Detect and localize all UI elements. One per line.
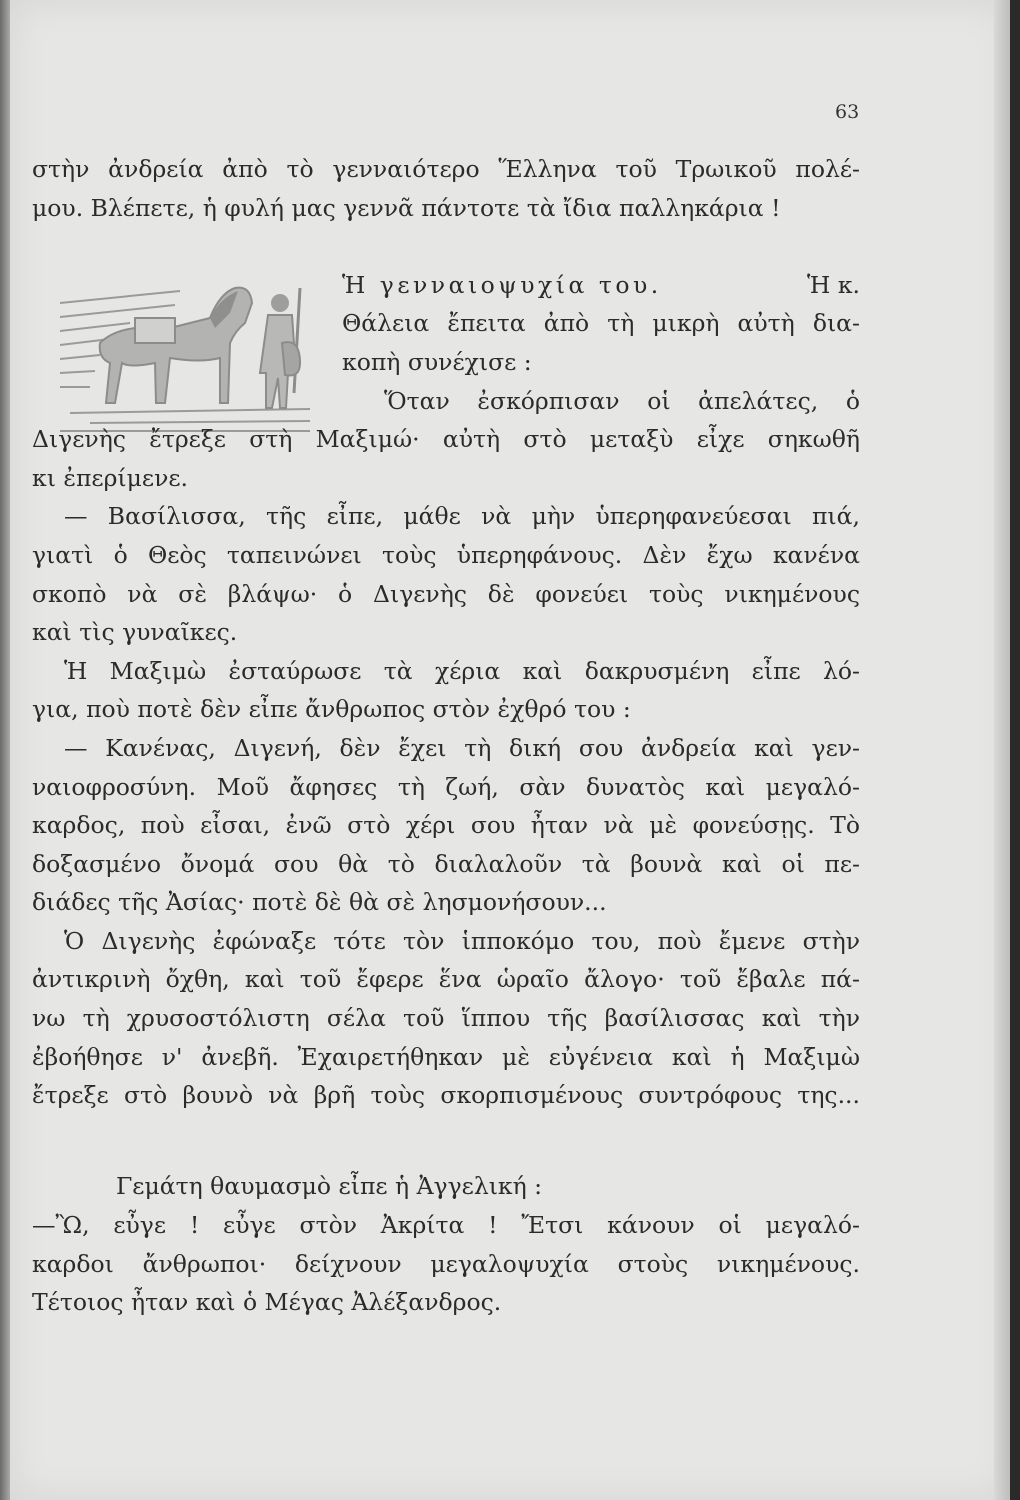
text-line: καρδος, ποὺ εἶσαι, ἐνῶ στὸ χέρι σου ἦταν νὰ μὲ φονεύσῃς. Τὸ — [32, 811, 860, 840]
text-line: ναιοφροσύνη. Μοῦ ἄφησες τὴ ζωή, σὰν δυνατὸς καὶ μεγαλό- — [32, 772, 860, 801]
text-line: Ὁ Διγενὴς ἐφώναξε τότε τὸν ἱπποκόμο του, ποὺ ἔμενε στὴν — [64, 926, 860, 955]
text-line: κοπὴ συνέχισε : — [342, 347, 532, 376]
spacer — [32, 1115, 860, 1154]
section-heading-title: Ἡ γενναιοψυχία του. — [342, 270, 662, 299]
text-line: Θάλεια ἔπειτα ἀπὸ τὴ μικρὴ αὐτὴ δια- — [342, 309, 860, 338]
text-line: κι ἐπερίμενε. — [32, 463, 189, 492]
text-line: μου. Βλέπετε, ἡ φυλή μας γεννᾶ πάντοτε τὰ ἴδια παλληκάρια ! — [32, 193, 781, 222]
text-line: σκοπὸ νὰ σὲ βλάψω· ὁ Διγενὴς δὲ φονεύει τοὺς νικημένους — [32, 579, 860, 608]
text-line: στὴν ἀνδρεία ἀπὸ τὸ γενναιότερο Ἕλληνα τοῦ Τρωικοῦ πολέ- — [32, 155, 860, 183]
text-line: διάδες τῆς Ἀσίας· ποτὲ δὲ θὰ σὲ λησμονήσουν... — [32, 888, 607, 917]
text-line: ἐβοήθησε ν' ἀνεβῆ. Ἐχαιρετήθηκαν μὲ εὐγένεια καὶ ἡ Μαξιμὼ — [32, 1042, 860, 1071]
text-line: καὶ τὶς γυναῖκες. — [32, 618, 238, 647]
text-line: Διγενὴς ἔτρεξε στὴ Μαξιμώ· αὐτὴ στὸ μεταξὺ εἶχε σηκωθῆ — [32, 425, 860, 454]
spacer — [32, 227, 860, 266]
book-page — [10, 0, 1010, 1500]
text-line: Ἡ Μαξιμὼ ἐσταύρωσε τὰ χέρια καὶ δακρυσμένη εἶπε λό- — [64, 656, 860, 685]
text-line: ἔτρεξε στὸ βουνὸ νὰ βρῆ τοὺς σκορπισμένους συντρόφους της... — [32, 1081, 860, 1110]
text-line: νω τὴ χρυσοστόλιστη σέλα τοῦ ἵππου τῆς βασίλισσας καὶ τὴν — [32, 1004, 860, 1033]
page-number: 63 — [835, 101, 860, 123]
text-line: — Κανένας, Διγενή, δὲν ἔχει τὴ δική σου ἀνδρεία καὶ γεν- — [64, 733, 860, 762]
text-line: καρδοι ἄνθρωποι· δείχνουν μεγαλοψυχία στοὺς νικημένους. — [32, 1249, 860, 1278]
section-heading-continuation: Ἡ κ. — [807, 270, 860, 299]
section-heading — [32, 266, 860, 305]
body-text — [32, 150, 860, 1322]
text-line: γιατὶ ὁ Θεὸς ταπεινώνει τοὺς ὑπερηφάνους. Δὲν ἔχω κανένα — [32, 540, 860, 569]
text-line: δοξασμένο ὄνομά σου θὰ τὸ διαλαλοῦν τὰ βουνὰ καὶ οἱ πε- — [32, 849, 860, 878]
page-edge — [994, 0, 1010, 1500]
text-line: ἀντικρινὴ ὄχθη, καὶ τοῦ ἔφερε ἕνα ὡραῖο ἄλογο· τοῦ ἔβαλε πά- — [32, 965, 860, 994]
text-line: Ὅταν ἐσκόρπισαν οἱ ἀπελάτες, ὁ — [384, 386, 860, 415]
text-line: για, ποὺ ποτὲ δὲν εἶπε ἄνθρωπος στὸν ἐχθρό του : — [32, 695, 631, 724]
text-line: — Βασίλισσα, τῆς εἶπε, μάθε νὰ μὴν ὑπερηφανεύεσαι πιά, — [64, 502, 860, 531]
text-line: Γεμάτη θαυμασμὸ εἶπε ἡ Ἀγγελική : — [116, 1172, 543, 1201]
book-spine — [0, 0, 10, 1500]
text-line: —Ὢ, εὖγε ! εὖγε στὸν Ἀκρίτα ! Ἔτσι κάνουν οἱ μεγαλό- — [32, 1211, 860, 1240]
text-line: Τέτοιος ἦταν καὶ ὁ Μέγας Ἀλέξανδρος. — [32, 1288, 502, 1317]
